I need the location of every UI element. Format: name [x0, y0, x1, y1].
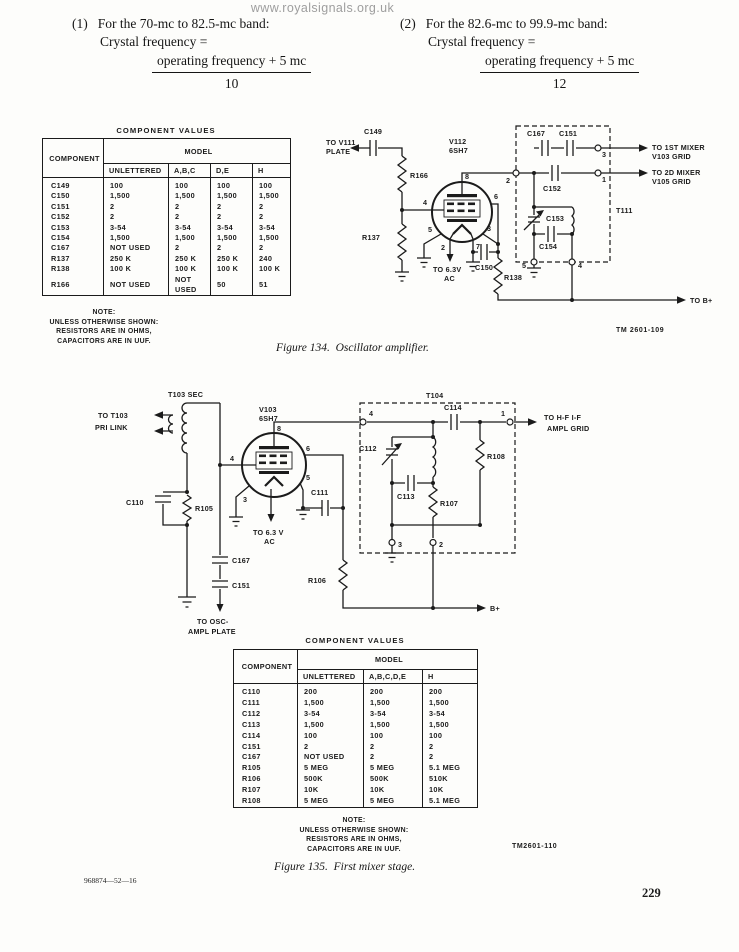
value-cell: 1,500	[104, 233, 169, 243]
value-cell: 2	[253, 212, 291, 222]
note-line: RESISTORS ARE IN OHMS,	[56, 328, 152, 336]
formula-band-2	[400, 15, 690, 93]
value-cell: 200	[364, 684, 423, 698]
value-cell: 10K	[423, 785, 478, 796]
formula-number: (2)	[400, 16, 416, 31]
watermark: www.royalsignals.org.uk	[250, 1, 395, 15]
label-c113: C113	[397, 492, 415, 501]
label-pin5: 5	[306, 473, 311, 482]
label-r106: R106	[308, 576, 327, 585]
fraction-numerator: operating frequency + 5 mc	[480, 52, 639, 73]
capacitor-c150-symbol	[481, 244, 487, 260]
value-cell: 2	[169, 202, 211, 212]
value-cell: 5.1 MEG	[423, 763, 478, 774]
table-row	[234, 785, 478, 796]
table-row	[43, 243, 291, 253]
value-cell: 240	[253, 254, 291, 264]
label-r107: R107	[440, 499, 459, 508]
value-cell: NOT USED	[104, 275, 169, 296]
coil-t104-symbol	[433, 437, 436, 477]
column-header: UNLETTERED	[104, 164, 169, 178]
value-cell: 100	[423, 731, 478, 742]
value-cell: 100 K	[104, 264, 169, 274]
group-header-model: MODEL	[298, 650, 478, 670]
label-r138: R138	[504, 273, 523, 282]
ground-symbols	[178, 510, 399, 607]
column-header: H	[423, 670, 478, 684]
label-terminal-1: 1	[501, 409, 506, 418]
value-cell: 250 K	[211, 254, 253, 264]
table-row	[234, 763, 478, 774]
value-cell: 2	[104, 202, 169, 212]
label-pin8: 8	[277, 424, 282, 433]
component-cell: C114	[242, 730, 261, 740]
value-cell: 2	[169, 212, 211, 222]
label-heater-supply: AC	[444, 274, 455, 283]
label-pin4: 4	[423, 198, 428, 207]
label-v103-type: 6SH7	[259, 414, 278, 423]
label-pin3: 3	[243, 495, 248, 504]
value-cell: 100	[169, 178, 211, 192]
value-cell: 100	[298, 731, 364, 742]
component-cell: C112	[242, 708, 261, 718]
table-row	[43, 233, 291, 243]
label-terminal-3: 3	[398, 540, 403, 549]
label-heater-supply: AC	[264, 537, 275, 546]
label-v112-type: 6SH7	[449, 146, 468, 155]
value-cell: 1,500	[253, 233, 291, 243]
capacitor-c154-symbol	[548, 226, 554, 242]
value-cell: 100 K	[211, 264, 253, 274]
note-title: NOTE:	[92, 309, 116, 316]
figure-135-caption: Figure 135. First mixer stage.	[274, 861, 416, 873]
column-header: D,E	[211, 164, 253, 178]
label-t103-sec: T103 SEC	[168, 390, 204, 399]
value-cell: 3-54	[423, 709, 478, 720]
value-cell: 5 MEG	[298, 763, 364, 774]
value-cell: 2	[364, 752, 423, 763]
table-row	[234, 698, 478, 709]
capacitor-c149-symbol	[370, 140, 376, 156]
value-cell: 2	[364, 742, 423, 753]
label-c111: C111	[311, 488, 329, 497]
label-pin5: 5	[428, 225, 433, 234]
component-values-table-1	[42, 138, 291, 296]
formula-number: (1)	[72, 16, 88, 31]
capacitor-c114-symbol	[451, 414, 457, 430]
table-row	[43, 191, 291, 201]
table-row	[43, 275, 291, 296]
label-pin7: 7	[476, 242, 481, 251]
value-cell: 2	[423, 752, 478, 763]
terminal-circles	[360, 419, 513, 546]
value-cell: 1,500	[104, 191, 169, 201]
note-line: UNLESS OTHERWISE SHOWN:	[49, 318, 159, 326]
value-cell: 2	[253, 202, 291, 212]
label-r105: R105	[195, 504, 214, 513]
value-cell: 3-54	[104, 223, 169, 233]
component-cell: C150	[51, 191, 70, 201]
value-cell: 1,500	[423, 698, 478, 709]
value-cell: 1,500	[364, 698, 423, 709]
value-cell: 50	[211, 275, 253, 296]
value-cell: 2	[169, 243, 211, 253]
label-pin6: 6	[494, 192, 499, 201]
formula-intro-line	[400, 15, 690, 33]
table2-title: COMPONENT VALUES	[305, 636, 405, 645]
label-pin6: 6	[306, 444, 311, 453]
label-r108: R108	[487, 452, 506, 461]
value-cell: 500K	[298, 774, 364, 785]
group-header-model: MODEL	[104, 139, 291, 164]
value-cell: 1,500	[211, 191, 253, 201]
label-c112: C112	[359, 444, 377, 453]
junction-dots	[185, 420, 482, 610]
note-title: NOTE:	[342, 817, 366, 824]
capacitor-c167-symbol	[542, 140, 548, 156]
label-c154: C154	[539, 242, 558, 251]
label-c150: C150	[475, 263, 494, 272]
component-cell: R105	[242, 763, 261, 773]
label-c114: C114	[444, 403, 462, 412]
resistor-r137-symbol	[398, 224, 406, 260]
resistor-r106-symbol	[339, 560, 347, 590]
label-to-b-plus: TO B+	[690, 296, 713, 305]
note-line: CAPACITORS ARE IN UUF.	[307, 845, 401, 853]
formula-intro: For the 70-mc to 82.5-mc band:	[97, 16, 270, 31]
figure-135-schematic	[60, 385, 739, 640]
value-cell: 1,500	[423, 720, 478, 731]
value-cell: 2	[104, 212, 169, 222]
value-cell: 1,500	[211, 233, 253, 243]
column-header-component: COMPONENT	[234, 650, 298, 684]
label-v103: V103	[259, 405, 277, 414]
label-c151: C151	[232, 581, 251, 590]
capacitor-c151-symbol	[212, 581, 228, 587]
table-row	[43, 212, 291, 222]
value-cell: 100	[104, 178, 169, 192]
label-pin4: 4	[230, 454, 235, 463]
label-to-t103-pri-link: TO T103	[98, 411, 128, 420]
component-cell: R106	[242, 774, 261, 784]
coil-t103-sec-symbol	[169, 403, 188, 453]
component-cell: R108	[242, 796, 261, 806]
value-cell: NOT USED	[298, 752, 364, 763]
component-cell: R137	[51, 253, 70, 263]
resistor-r108-symbol	[476, 440, 484, 470]
label-to-2d-mixer: V105 GRID	[652, 177, 692, 186]
formula-fraction	[480, 52, 639, 93]
formula-intro-line	[72, 15, 352, 33]
table-row	[234, 774, 478, 785]
value-cell: 250 K	[104, 254, 169, 264]
table-row	[234, 684, 478, 698]
table-row	[43, 178, 291, 192]
label-v112: V112	[449, 137, 467, 146]
table-row	[234, 752, 478, 763]
component-cell: C151	[51, 201, 70, 211]
value-cell: 100	[364, 731, 423, 742]
table-row	[234, 720, 478, 731]
column-header-component: COMPONENT	[43, 139, 104, 178]
label-pin2: 2	[441, 243, 446, 252]
label-to-2d-mixer: TO 2D MIXER	[652, 168, 701, 177]
formula-intro: For the 82.6-mc to 99.9-mc band:	[425, 16, 608, 31]
component-cell: R166	[51, 279, 70, 289]
component-cell: C167	[51, 243, 70, 253]
value-cell: 3-54	[298, 709, 364, 720]
value-cell: 1,500	[169, 191, 211, 201]
wires	[158, 403, 534, 608]
label-c167: C167	[232, 556, 251, 565]
figure-134-schematic	[320, 112, 739, 352]
value-cell: 3-54	[364, 709, 423, 720]
capacitor-c152-symbol	[552, 165, 558, 181]
value-cell: NOT USED	[169, 275, 211, 296]
print-code: 968874—52—16	[84, 876, 137, 885]
component-cell: C149	[51, 181, 70, 190]
label-to-1st-mixer: TO 1ST MIXER	[652, 143, 705, 152]
resistor-r138-symbol	[494, 258, 502, 294]
value-cell: 2	[211, 212, 253, 222]
note-line: UNLESS OTHERWISE SHOWN:	[299, 826, 409, 834]
component-cell: C152	[51, 212, 70, 222]
value-cell: 100	[211, 178, 253, 192]
capacitor-c110-symbol	[155, 496, 171, 502]
table-row	[43, 202, 291, 212]
value-cell: 10K	[364, 785, 423, 796]
value-cell: 1,500	[253, 191, 291, 201]
fraction-numerator: operating frequency + 5 mc	[152, 52, 311, 73]
label-c152: C152	[543, 184, 562, 193]
value-cell: 250 K	[169, 254, 211, 264]
formula-band-1	[72, 15, 352, 93]
label-pin3: 3	[487, 224, 492, 233]
value-cell: 100 K	[253, 264, 291, 274]
table-row	[234, 796, 478, 807]
label-terminal-1: 1	[602, 175, 607, 184]
label-c151: C151	[559, 129, 578, 138]
column-header: H	[253, 164, 291, 178]
column-header: A,B,C,D,E	[364, 670, 423, 684]
label-to-hf-if-ampl-grid: AMPL GRID	[547, 424, 590, 433]
label-heater-supply: TO 6.3 V	[253, 528, 284, 537]
component-values-table-2	[233, 649, 478, 808]
resistor-r107-symbol	[429, 487, 437, 517]
value-cell: 1,500	[169, 233, 211, 243]
label-to-v111-plate: TO V111	[326, 138, 356, 147]
component-cell: C167	[242, 752, 261, 762]
value-cell: 3-54	[169, 223, 211, 233]
label-c149: C149	[364, 127, 383, 136]
figure-134-caption: Figure 134. Oscillator amplifier.	[276, 342, 429, 354]
value-cell: 1,500	[364, 720, 423, 731]
component-cell: C110	[242, 687, 261, 696]
label-t104: T104	[426, 391, 444, 400]
note-line: RESISTORS ARE IN OHMS,	[306, 836, 402, 844]
value-cell: 200	[423, 684, 478, 698]
tm-number-109: TM 2601-109	[616, 327, 665, 334]
value-cell: 2	[253, 243, 291, 253]
label-r166: R166	[410, 171, 429, 180]
label-c167: C167	[527, 129, 546, 138]
table-row	[234, 742, 478, 753]
value-cell: 2	[423, 742, 478, 753]
table-row	[234, 709, 478, 720]
value-cell: 2	[211, 243, 253, 253]
value-cell: 51	[253, 275, 291, 296]
column-header: UNLETTERED	[298, 670, 364, 684]
label-terminal-3: 3	[602, 150, 607, 159]
value-cell: 510K	[423, 774, 478, 785]
table1-title: COMPONENT VALUES	[116, 126, 216, 135]
capacitor-c151-symbol	[567, 140, 573, 156]
value-cell: 5 MEG	[364, 796, 423, 807]
component-cell: R138	[51, 264, 70, 274]
value-cell: 2	[211, 202, 253, 212]
table-row	[43, 264, 291, 274]
resistor-r166-symbol	[398, 156, 406, 192]
value-cell: 1,500	[298, 698, 364, 709]
fraction-denominator: 12	[552, 76, 567, 91]
label-to-t103-pri-link: PRI LINK	[95, 423, 128, 432]
tm-number-110: TM2601-110	[512, 843, 558, 850]
label-to-osc-ampl-plate: AMPL PLATE	[188, 627, 236, 636]
label-to-hf-if-ampl-grid: TO H-F I-F	[544, 413, 582, 422]
value-cell: 500K	[364, 774, 423, 785]
value-cell: 10K	[298, 785, 364, 796]
component-cell: C113	[242, 719, 261, 729]
component-cell: C111	[242, 697, 261, 707]
label-terminal-2: 2	[439, 540, 444, 549]
value-cell: 100 K	[169, 264, 211, 274]
table-row	[43, 254, 291, 264]
component-cell: R107	[242, 785, 261, 795]
value-cell: 3-54	[253, 223, 291, 233]
capacitor-c167-symbol	[212, 557, 228, 563]
value-cell: 5 MEG	[298, 796, 364, 807]
value-cell: 100	[253, 178, 291, 192]
page-number: 229	[642, 886, 661, 900]
coil-t111-symbol	[572, 207, 574, 234]
label-t111: T111	[616, 206, 633, 215]
label-c110: C110	[126, 498, 144, 507]
capacitor-c111-symbol	[322, 500, 328, 516]
label-to-osc-ampl-plate: TO OSC-	[197, 617, 229, 626]
value-cell: 2	[298, 742, 364, 753]
formula-lhs: Crystal frequency =	[100, 34, 208, 49]
label-terminal-5: 5	[522, 261, 527, 270]
component-cell: C154	[51, 233, 70, 243]
label-c153: C153	[546, 214, 565, 223]
capacitor-c113-symbol	[408, 475, 414, 491]
value-cell: 5 MEG	[364, 763, 423, 774]
label-to-v111-plate: PLATE	[326, 147, 351, 156]
label-terminal-4: 4	[578, 261, 583, 270]
value-cell: NOT USED	[104, 243, 169, 253]
formula-lhs: Crystal frequency =	[428, 34, 536, 49]
note-block	[288, 816, 420, 854]
component-cell: C151	[242, 741, 261, 751]
value-cell: 1,500	[298, 720, 364, 731]
value-cell: 200	[298, 684, 364, 698]
table-row	[234, 731, 478, 742]
value-cell: 3-54	[211, 223, 253, 233]
note-block	[28, 308, 180, 346]
label-pin8: 8	[465, 172, 470, 181]
value-cell: 5.1 MEG	[423, 796, 478, 807]
fraction-denominator: 10	[224, 76, 239, 91]
column-header: A,B,C	[169, 164, 211, 178]
label-terminal-4: 4	[369, 409, 374, 418]
note-line: CAPACITORS ARE IN UUF.	[57, 337, 151, 345]
t104-dashed-box	[360, 403, 515, 553]
label-r137: R137	[362, 233, 381, 242]
table-row	[43, 223, 291, 233]
formula-fraction	[152, 52, 311, 93]
label-terminal-2: 2	[506, 176, 511, 185]
label-to-1st-mixer: V103 GRID	[652, 152, 692, 161]
component-cell: C153	[51, 222, 70, 232]
label-heater-supply: TO 6.3V	[433, 265, 462, 274]
label-b-plus: B+	[490, 604, 500, 613]
resistor-r105-symbol	[183, 495, 191, 521]
